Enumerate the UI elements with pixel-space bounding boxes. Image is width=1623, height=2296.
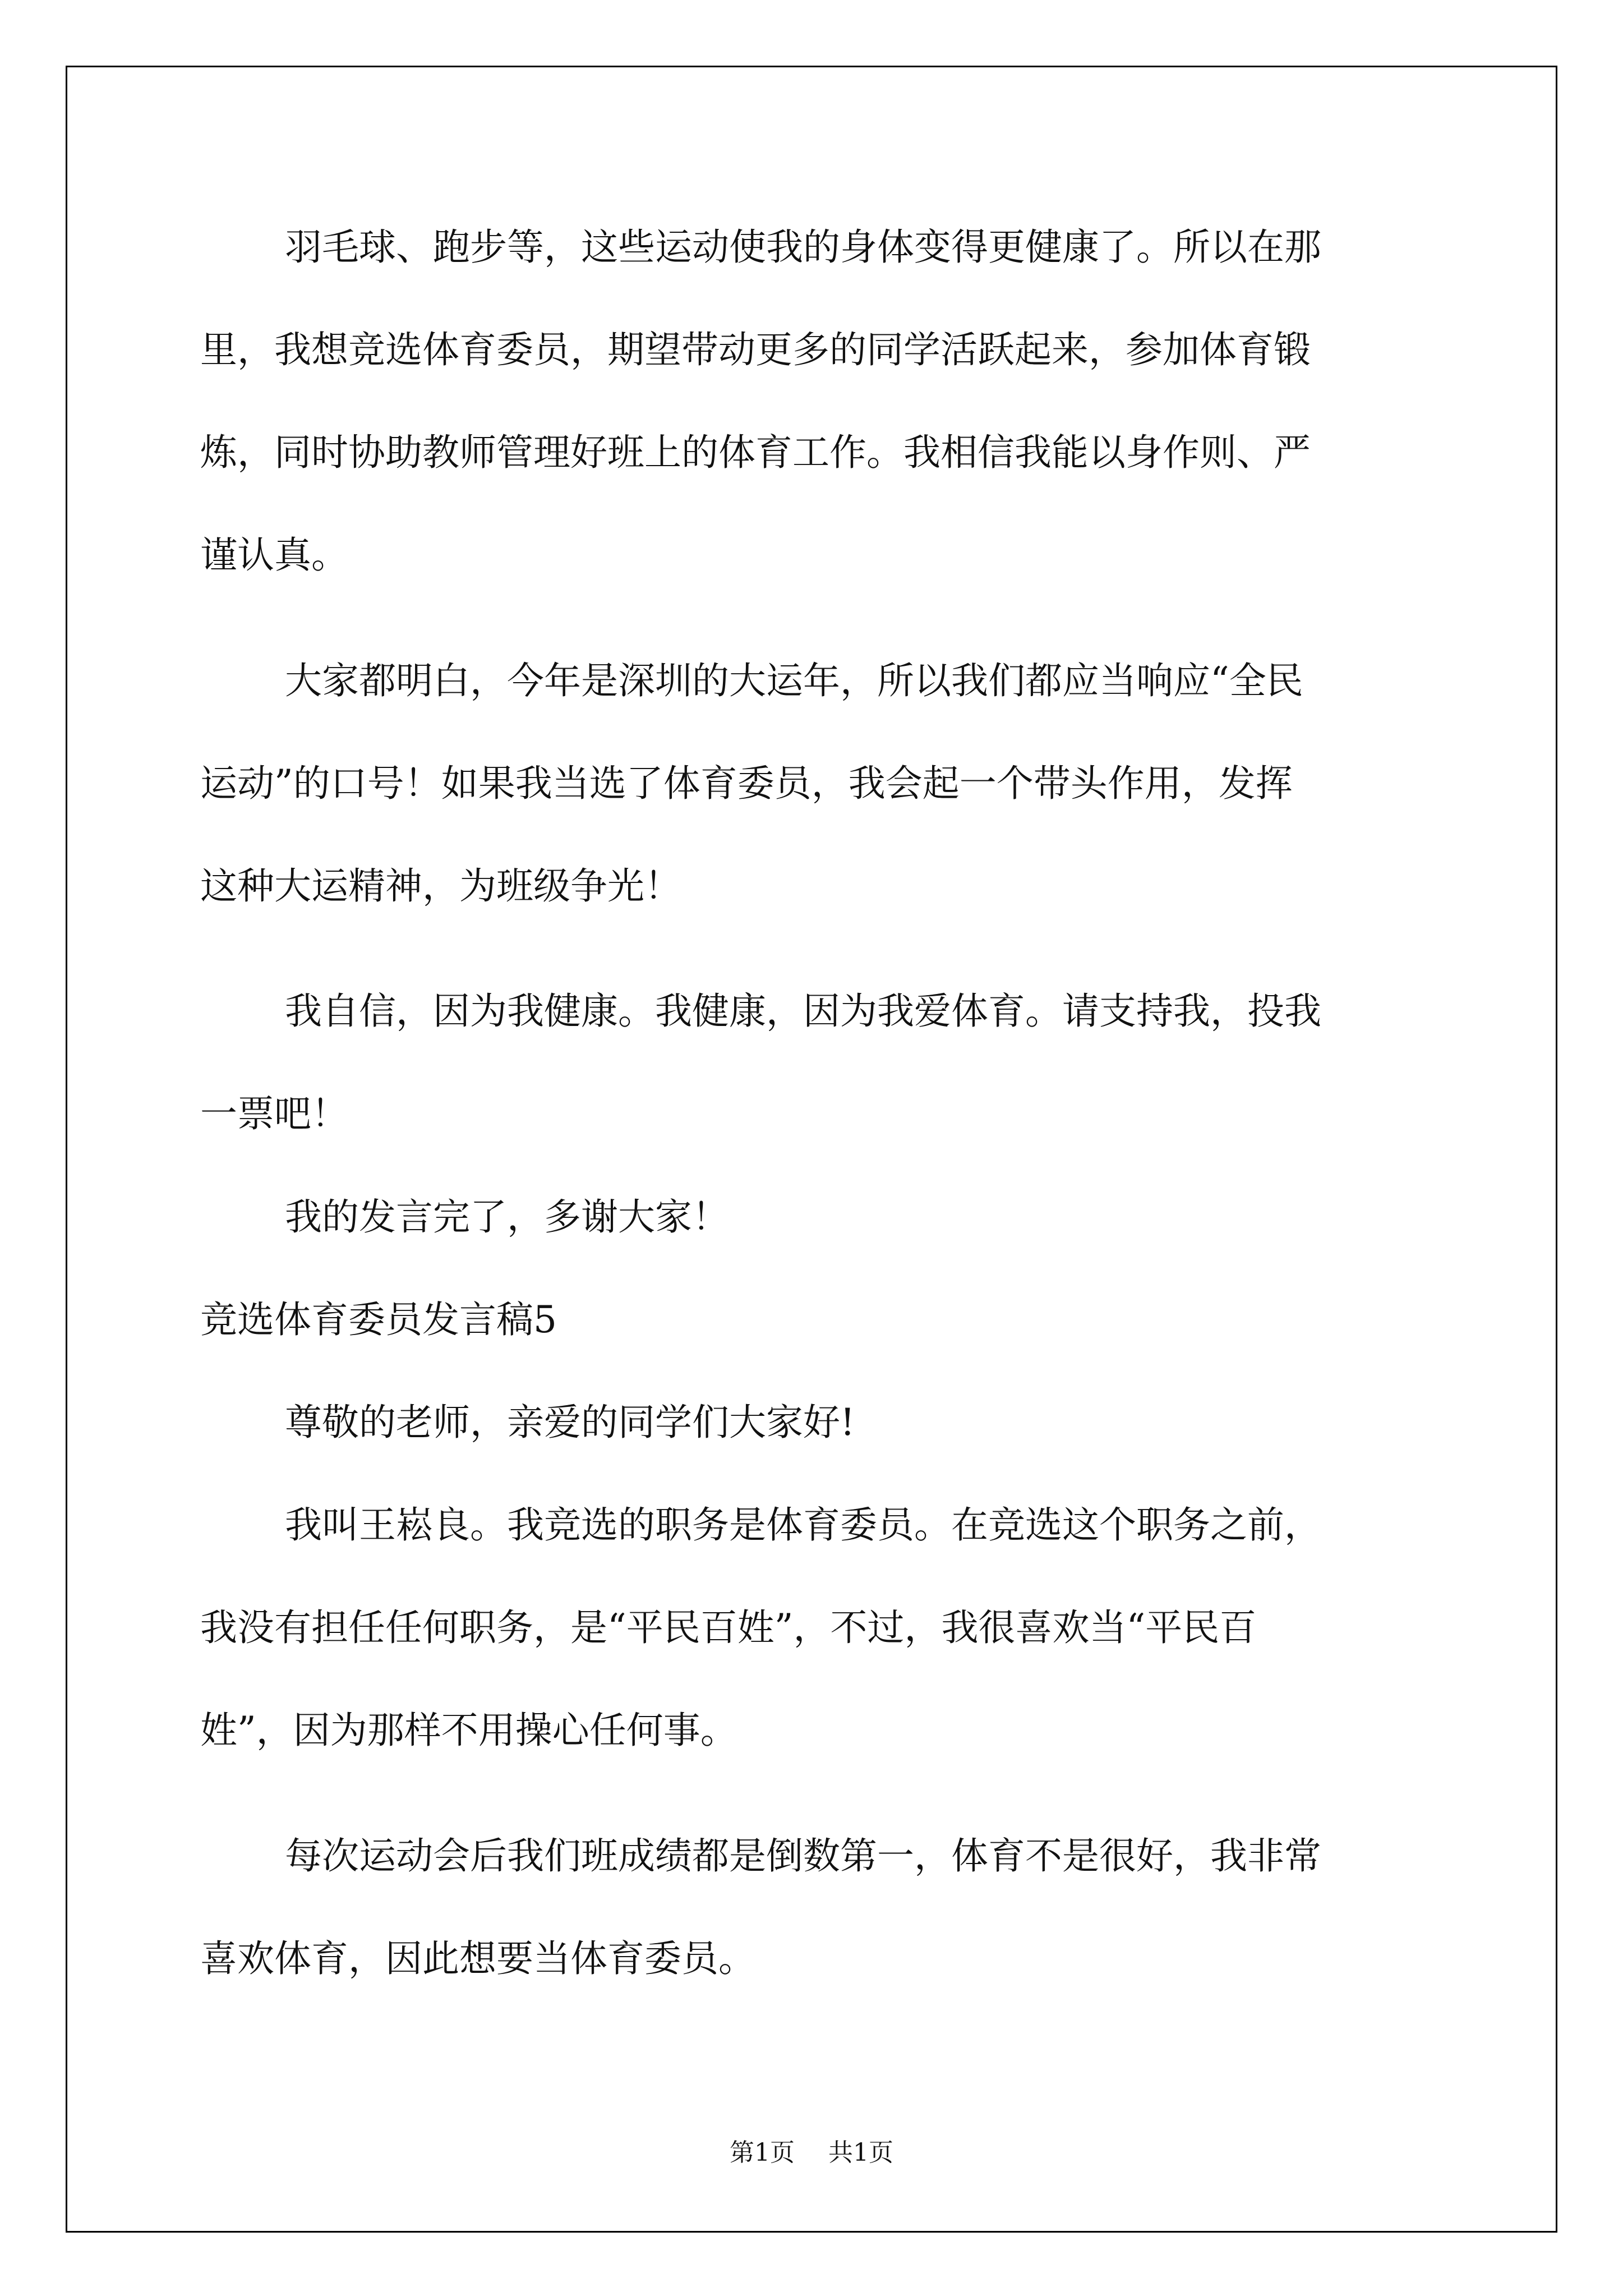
text-line: 我的发言完了，多谢大家！	[285, 1195, 729, 1239]
text-line: 每次运动会后我们班成绩都是倒数第一，体育不是很好，我非常	[285, 1834, 1321, 1878]
text-line: 谨认真。	[200, 533, 348, 577]
text-line: 里，我想竞选体育委员，期望带动更多的同学活跃起来，参加体育锻	[200, 328, 1311, 371]
text-line: 喜欢体育，因此想要当体育委员。	[200, 1937, 755, 1980]
text-line: 大家都明白，今年是深圳的大运年，所以我们都应当响应“全民	[285, 659, 1303, 702]
page-number: 第1页	[730, 2138, 795, 2167]
section-heading: 竞选体育委员发言稿5	[200, 1298, 557, 1341]
text-line: 运动”的口号！如果我当选了体育委员，我会起一个带头作用，发挥	[200, 762, 1293, 805]
text-line: 我叫王崧良。我竞选的职务是体育委员。在竞选这个职务之前，	[285, 1503, 1321, 1547]
text-line: 羽毛球、跑步等，这些运动使我的身体变得更健康了。所以在那	[285, 226, 1321, 269]
page-total: 共1页	[828, 2138, 893, 2167]
text-line: 姓”，因为那样不用操心任何事。	[200, 1709, 737, 1752]
text-line: 尊敬的老师，亲爱的同学们大家好!	[285, 1401, 855, 1444]
page-footer	[0, 2137, 1623, 2169]
text-line: 一票吧！	[200, 1092, 348, 1135]
text-line: 这种大运精神，为班级争光！	[200, 864, 681, 908]
text-line: 我没有担任任何职务，是“平民百姓”，不过，我很喜欢当“平民百	[200, 1606, 1257, 1649]
text-line: 炼，同时协助教师管理好班上的体育工作。我相信我能以身作则、严	[200, 431, 1311, 474]
page-border	[66, 66, 1557, 2233]
text-line: 我自信，因为我健康。我健康，因为我爱体育。请支持我，投我	[285, 990, 1321, 1033]
